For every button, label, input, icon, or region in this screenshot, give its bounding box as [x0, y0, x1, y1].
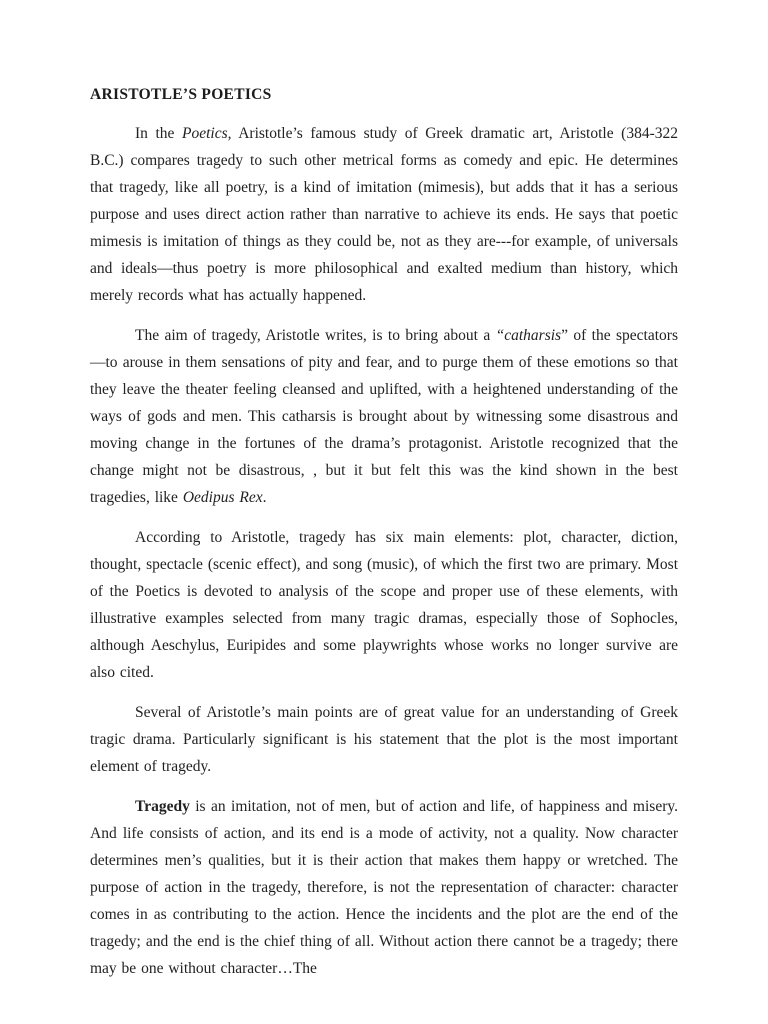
text-run: In the — [135, 125, 182, 142]
paragraph — [90, 322, 678, 511]
text-run: Several of Aristotle’s main points are of great value for an understanding of Greek tragic drama. Particularly significant is his statement that the plot is the most important element of tragedy. — [90, 704, 678, 775]
italic-text-run: “catharsis — [495, 327, 562, 344]
text-run: The aim of tragedy, Aristotle writes, is to bring about a — [135, 327, 496, 344]
text-run: According to Aristotle, tragedy has six main elements: plot, character, diction, thought, spectacle (scenic effect), and song (music), of which the first two are primary. Most of the Poetics is devoted to analysis of the scope and proper use of these elements, with illustrative examples selected from many tragic dramas, especially those of Sophocles, although Aeschylus, Euripides and some playwrights whose works no longer survive are also cited. — [90, 529, 678, 681]
paragraph — [90, 793, 678, 982]
text-run: . — [262, 489, 267, 506]
italic-text-run: Poetics, — [182, 125, 232, 142]
italic-text-run: Oedipus Rex — [182, 489, 263, 506]
paragraph — [90, 524, 678, 686]
paragraph — [90, 120, 678, 309]
document-content — [90, 86, 678, 982]
text-run: ” of the spectators—to arouse in them sensations of pity and fear, and to purge them of these emotions so that they leave the theater feeling cleansed and uplifted, with a heightened understanding of the ways of gods and men. This catharsis is brought about by witnessing some disastrous and moving change in the fortunes of the drama’s protagonist. Aristotle recognized that the change might not be disastrous, , but it but felt this was the kind shown in the best tragedies, like — [90, 327, 678, 506]
document-title: ARISTOTLE’S POETICS — [90, 86, 272, 103]
text-run: Aristotle’s famous study of Greek dramatic art, Aristotle (384-322 B.C.) compares tragedy to such other metrical forms as comedy and epic. He determines that tragedy, like all poetry, is a kind of imitation (mimesis), but adds that it has a serious purpose and uses direct action rather than narrative to achieve its ends. He says that poetic mimesis is imitation of things as they could be, not as they are---for example, of universals and ideals—thus poetry is more philosophical and exalted medium than history, which merely records what has actually happened. — [90, 125, 678, 304]
bold-text-run: Tragedy — [135, 798, 190, 815]
paragraph — [90, 699, 678, 780]
text-run: is an imitation, not of men, but of action and life, of happiness and misery. And life consists of action, and its end is a mode of activity, not a quality. Now character determines men’s qualities, but it is their action that makes them happy or wretched. The purpose of action in the tragedy, therefore, is not the representation of character: character comes in as contributing to the action. Hence the incidents and the plot are the end of the tragedy; and the end is the chief thing of all. Without action there cannot be a tragedy; there may be one without character…The — [90, 798, 678, 977]
